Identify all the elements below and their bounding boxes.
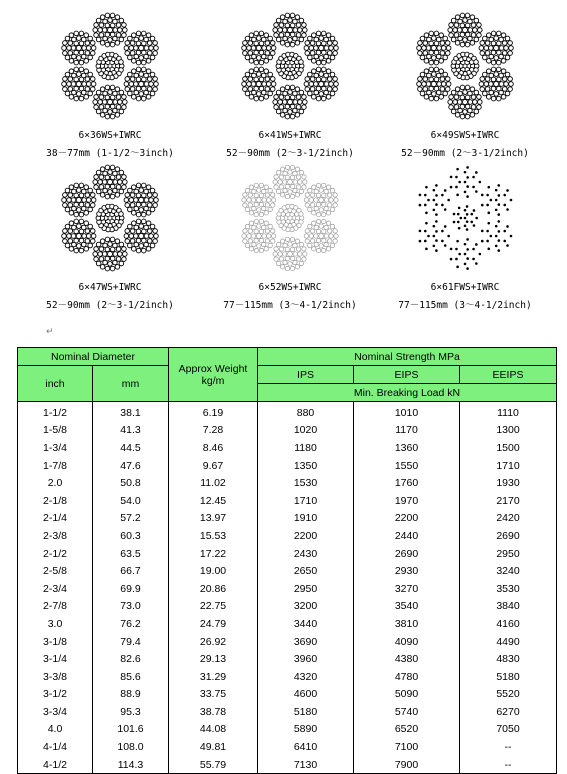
cell-inch: 2.0 [18,474,93,492]
rope-size-range: 77－115mm (3～4-1/2inch) [223,300,357,311]
table-row [18,756,557,774]
cell-inch: 1-7/8 [18,457,93,475]
cell-inch: 2-3/4 [18,580,93,598]
cell-eeips: -- [460,738,557,756]
wire-rope-spec-table [17,347,557,774]
cell-eips: 1010 [354,402,460,422]
header-nominal-diameter: Nominal Diameter [18,348,169,366]
cell-eeips: 3840 [460,598,557,616]
table-row [18,492,557,510]
cell-inch: 2-1/4 [18,510,93,528]
cell-eeips: -- [460,756,557,774]
cell-ips: 1350 [258,457,354,475]
cell-eips: 5090 [354,686,460,704]
cell-inch: 3-1/2 [18,686,93,704]
cell-inch: 1-1/2 [18,402,93,422]
cell-weight: 13.97 [169,510,258,528]
cell-mm: 76.2 [93,615,169,633]
header-eeips: EEIPS [460,366,557,384]
cell-mm: 88.9 [93,686,169,704]
cell-eips: 7900 [354,756,460,774]
cell-weight: 49.81 [169,738,258,756]
header-approx-weight [169,348,258,402]
cell-inch: 1-3/4 [18,439,93,457]
header-approx-weight-unit: kg/m [201,374,225,387]
cell-ips: 2650 [258,562,354,580]
cell-weight: 8.46 [169,439,258,457]
cell-eeips: 2170 [460,492,557,510]
table-row [18,545,557,563]
cell-ips: 5180 [258,703,354,721]
cell-eips: 3810 [354,615,460,633]
cell-eeips: 1930 [460,474,557,492]
rope-size-range: 52－90mm (2～3-1/2inch) [46,300,174,311]
cell-mm: 101.6 [93,721,169,739]
cell-eeips: 4160 [460,615,557,633]
rope-item [195,8,385,159]
cell-eeips: 2950 [460,545,557,563]
cell-eeips: 1710 [460,457,557,475]
cell-weight: 29.13 [169,650,258,668]
cell-ips: 2950 [258,580,354,598]
cell-weight: 6.19 [169,402,258,422]
cell-inch: 3-1/8 [18,633,93,651]
cell-weight: 55.79 [169,756,258,774]
rope-cross-sections [0,0,567,330]
cell-eeips: 3240 [460,562,557,580]
cell-eeips: 5180 [460,668,557,686]
cell-eips: 4780 [354,668,460,686]
rope-size-range: 77－115mm (3～4-1/2inch) [398,300,532,311]
cell-eips: 6520 [354,721,460,739]
cell-weight: 22.75 [169,598,258,616]
cell-weight: 7.28 [169,422,258,440]
cell-eips: 4380 [354,650,460,668]
cell-ips: 880 [258,402,354,422]
cell-eeips: 1110 [460,402,557,422]
rope-size-range: 52－90mm (2～3-1/2inch) [226,148,354,159]
table-row [18,402,557,422]
table-row [18,738,557,756]
cell-mm: 41.3 [93,422,169,440]
cell-inch: 3-1/4 [18,650,93,668]
cell-weight: 26.92 [169,633,258,651]
cell-ips: 1180 [258,439,354,457]
cell-inch: 2-7/8 [18,598,93,616]
cell-weight: 38.78 [169,703,258,721]
cell-eips: 1360 [354,439,460,457]
cell-inch: 4.0 [18,721,93,739]
cell-mm: 114.3 [93,756,169,774]
cell-eips: 3540 [354,598,460,616]
header-ips: IPS [258,366,354,384]
cell-mm: 85.6 [93,668,169,686]
cell-ips: 3200 [258,598,354,616]
cell-inch: 4-1/4 [18,738,93,756]
cell-eeips: 3530 [460,580,557,598]
cell-weight: 9.67 [169,457,258,475]
rope-item [370,160,560,311]
table-row [18,703,557,721]
header-approx-weight-label: Approx Weight [178,362,248,375]
cell-weight: 24.79 [169,615,258,633]
rope-construction-name: 6×49SWS+IWRC [430,130,500,141]
rope-item [15,8,205,159]
cell-ips: 7130 [258,756,354,774]
cell-eeips: 5520 [460,686,557,704]
cell-mm: 47.6 [93,457,169,475]
rope-size-range: 52－90mm (2～3-1/2inch) [401,148,529,159]
cell-eeips: 4830 [460,650,557,668]
table-row [18,580,557,598]
cell-weight: 33.75 [169,686,258,704]
cell-ips: 1910 [258,510,354,528]
header-min-breaking-load: Min. Breaking Load kN [258,384,557,402]
cell-eips: 1170 [354,422,460,440]
cell-eips: 7100 [354,738,460,756]
rope-cross-section-image [407,160,523,276]
cell-eips: 2200 [354,510,460,528]
rope-construction-name: 6×41WS+IWRC [258,130,322,141]
cell-mm: 44.5 [93,439,169,457]
header-nominal-strength: Nominal Strength MPa [258,348,557,366]
cell-eeips: 4490 [460,633,557,651]
table-row [18,615,557,633]
rope-cross-section-image [52,8,168,124]
cell-ips: 5890 [258,721,354,739]
rope-item [370,8,560,159]
rope-construction-name: 6×47WS+IWRC [78,282,142,293]
rope-cross-section-image [52,160,168,276]
table-body [18,402,557,774]
cell-eips: 2440 [354,527,460,545]
cell-eips: 1760 [354,474,460,492]
cell-ips: 3690 [258,633,354,651]
cell-ips: 2200 [258,527,354,545]
cell-mm: 95.3 [93,703,169,721]
cell-ips: 1710 [258,492,354,510]
cell-weight: 11.02 [169,474,258,492]
cell-mm: 50.8 [93,474,169,492]
header-eips: EIPS [354,366,460,384]
table-row [18,668,557,686]
cell-mm: 69.9 [93,580,169,598]
cell-eips: 1550 [354,457,460,475]
cell-ips: 6410 [258,738,354,756]
cell-ips: 3440 [258,615,354,633]
cell-inch: 3.0 [18,615,93,633]
table-row [18,474,557,492]
cell-eips: 4090 [354,633,460,651]
cell-eips: 2690 [354,545,460,563]
cell-mm: 63.5 [93,545,169,563]
cell-inch: 3-3/4 [18,703,93,721]
cell-weight: 44.08 [169,721,258,739]
header-mm: mm [93,366,169,402]
cell-eeips: 6270 [460,703,557,721]
cell-mm: 38.1 [93,402,169,422]
cell-eips: 2930 [354,562,460,580]
cell-eeips: 1300 [460,422,557,440]
rope-cross-section-image [232,8,348,124]
cell-ips: 3960 [258,650,354,668]
table-row [18,686,557,704]
cell-inch: 2-1/2 [18,545,93,563]
cell-weight: 15.53 [169,527,258,545]
cell-mm: 60.3 [93,527,169,545]
table-row [18,439,557,457]
table-row [18,527,557,545]
cell-weight: 20.86 [169,580,258,598]
paragraph-mark-icon: ↵ [46,327,54,337]
cell-mm: 82.6 [93,650,169,668]
rope-construction-name: 6×61FWS+IWRC [430,282,500,293]
cell-inch: 4-1/2 [18,756,93,774]
table-row [18,562,557,580]
table-row [18,510,557,528]
cell-ips: 1530 [258,474,354,492]
cell-mm: 54.0 [93,492,169,510]
rope-construction-name: 6×36WS+IWRC [78,130,142,141]
cell-mm: 66.7 [93,562,169,580]
rope-cross-section-image [232,160,348,276]
rope-cross-section-image [407,8,523,124]
table-row [18,598,557,616]
cell-weight: 19.00 [169,562,258,580]
cell-ips: 1020 [258,422,354,440]
cell-eips: 1970 [354,492,460,510]
cell-eips: 3270 [354,580,460,598]
cell-eeips: 1500 [460,439,557,457]
cell-mm: 79.4 [93,633,169,651]
cell-ips: 4600 [258,686,354,704]
cell-eeips: 7050 [460,721,557,739]
rope-size-range: 38－77mm (1-1/2～3inch) [46,148,174,159]
cell-mm: 108.0 [93,738,169,756]
rope-item [195,160,385,311]
cell-weight: 31.29 [169,668,258,686]
table-row [18,721,557,739]
cell-ips: 4320 [258,668,354,686]
cell-mm: 73.0 [93,598,169,616]
cell-eips: 5740 [354,703,460,721]
rope-construction-name: 6×52WS+IWRC [258,282,322,293]
cell-weight: 17.22 [169,545,258,563]
cell-inch: 1-5/8 [18,422,93,440]
cell-inch: 2-1/8 [18,492,93,510]
cell-weight: 12.45 [169,492,258,510]
cell-mm: 57.2 [93,510,169,528]
cell-eeips: 2690 [460,527,557,545]
cell-inch: 2-5/8 [18,562,93,580]
table-row [18,633,557,651]
cell-eeips: 2420 [460,510,557,528]
table-row [18,457,557,475]
cell-inch: 3-3/8 [18,668,93,686]
table-row [18,422,557,440]
rope-item [15,160,205,311]
cell-inch: 2-3/8 [18,527,93,545]
table-row [18,650,557,668]
header-inch: inch [18,366,93,402]
cell-ips: 2430 [258,545,354,563]
